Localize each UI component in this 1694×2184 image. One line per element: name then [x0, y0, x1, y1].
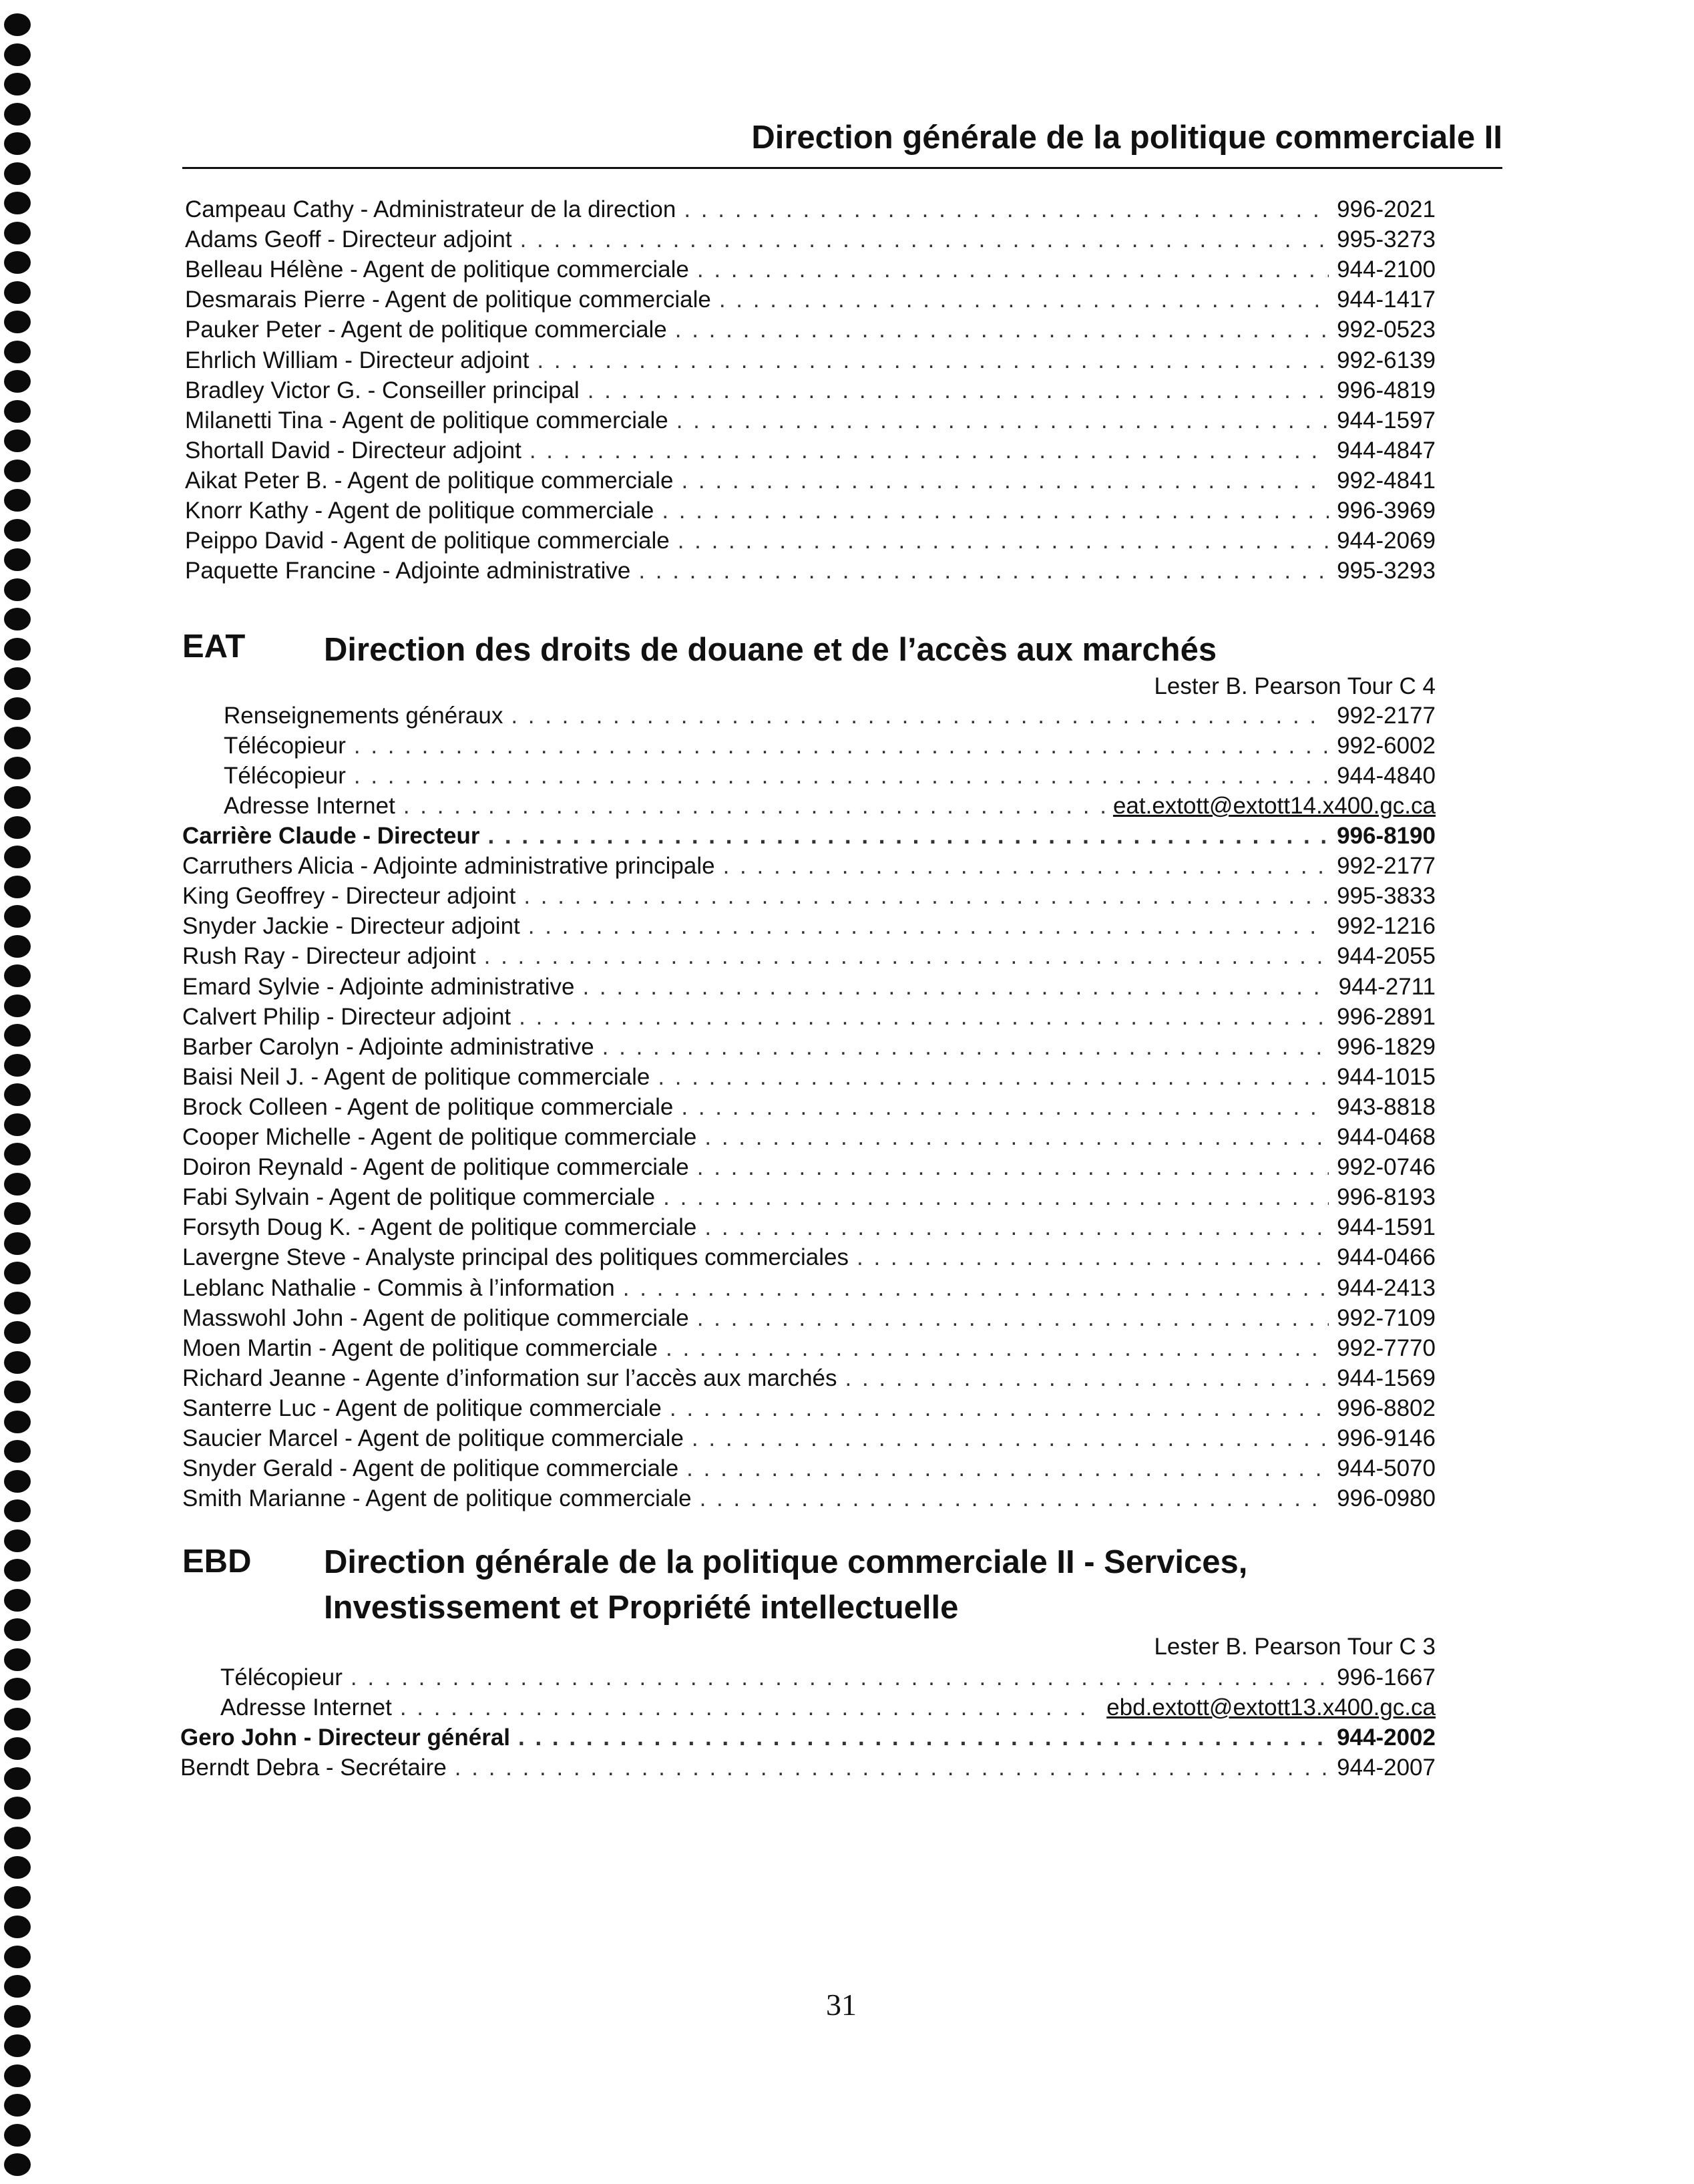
- entry-phone: 944-1591: [1337, 1214, 1436, 1241]
- binding-hole: [4, 1767, 31, 1790]
- dot-leader: [403, 791, 1105, 821]
- entry-name: Fabi Sylvain - Agent de politique commerciale: [182, 1184, 656, 1211]
- entry-name: Shortall David - Directeur adjoint: [185, 437, 521, 464]
- dot-leader: [681, 1093, 1329, 1122]
- binding-hole: [4, 1411, 31, 1433]
- binding-hole: [4, 370, 31, 393]
- eat-section-code: EAT: [182, 628, 246, 665]
- entry-phone: 944-2413: [1337, 1274, 1436, 1301]
- binding-hole: [4, 13, 31, 36]
- staff-row: [185, 526, 1436, 556]
- binding-hole: [4, 2005, 31, 2028]
- staff-row: [182, 1484, 1436, 1513]
- dot-leader: [723, 852, 1329, 881]
- dot-leader: [697, 255, 1329, 285]
- staff-row: [180, 1753, 1436, 1783]
- ebd-section-code: EBD: [182, 1543, 252, 1580]
- binding-hole: [4, 103, 31, 126]
- eat-location: Lester B. Pearson Tour C 4: [1154, 673, 1436, 699]
- entry-phone: 996-8190: [1337, 823, 1436, 849]
- staff-row: [185, 406, 1436, 435]
- binding-hole: [4, 786, 31, 809]
- entry-name: Belleau Hélène - Agent de politique commerciale: [185, 256, 689, 283]
- entry-name: Berndt Debra - Secrétaire: [180, 1755, 447, 1781]
- dot-leader: [602, 1033, 1329, 1062]
- dot-leader: [400, 1693, 1098, 1722]
- binding-hole: [4, 2064, 31, 2087]
- binding-hole: [4, 2124, 31, 2147]
- binding-hole: [4, 1886, 31, 1909]
- eat-section-title: Direction des droits de douane et de l’accès aux marchés: [324, 632, 1217, 668]
- entry-name: Santerre Luc - Agent de politique commerciale: [182, 1395, 662, 1421]
- staff-row: [182, 1364, 1436, 1393]
- entry-phone: 995-3293: [1337, 558, 1436, 584]
- binding-hole: [4, 667, 31, 690]
- staff-row: [182, 1033, 1436, 1062]
- binding-hole: [4, 1708, 31, 1731]
- staff-row: [185, 466, 1436, 496]
- entry-name: Adams Geoff - Directeur adjoint: [185, 226, 512, 253]
- staff-row: [185, 376, 1436, 405]
- entry-phone: 944-4847: [1337, 437, 1436, 464]
- binding-hole: [4, 1648, 31, 1671]
- staff-row: [182, 1063, 1436, 1092]
- entry-phone: 996-2021: [1337, 196, 1436, 222]
- entry-name: Campeau Cathy - Administrateur de la direction: [185, 196, 676, 222]
- binding-hole: [4, 1232, 31, 1255]
- entry-name: Cooper Michelle - Agent de politique commerciale: [182, 1124, 697, 1150]
- dot-leader: [658, 1063, 1329, 1092]
- entry-name: Forsyth Doug K. - Agent de politique commerciale: [182, 1214, 697, 1241]
- dot-leader: [719, 285, 1329, 315]
- entry-name: Télécopieur: [220, 1664, 343, 1690]
- entry-name: Ehrlich William - Directeur adjoint: [185, 347, 530, 373]
- binding-hole: [4, 1202, 31, 1225]
- binding-hole: [4, 697, 31, 720]
- binding-hole: [4, 429, 31, 452]
- binding-hole: [4, 1173, 31, 1196]
- dot-leader: [351, 1663, 1329, 1692]
- dot-leader: [704, 1123, 1329, 1152]
- binding-hole: [4, 638, 31, 661]
- entry-phone: 944-2100: [1337, 256, 1436, 283]
- dot-leader: [523, 882, 1329, 911]
- binding-hole: [4, 1678, 31, 1700]
- staff-row: [185, 496, 1436, 526]
- binding-hole: [4, 1559, 31, 1582]
- dot-leader: [528, 912, 1329, 941]
- staff-row: [182, 1424, 1436, 1453]
- binding-hole: [4, 1618, 31, 1641]
- binding-hole: [4, 1975, 31, 1998]
- entry-name: Carrière Claude - Directeur: [182, 823, 480, 849]
- binding-hole: [4, 548, 31, 571]
- binding-hole: [4, 1589, 31, 1612]
- entry-name: Leblanc Nathalie - Commis à l’information: [182, 1274, 615, 1301]
- dot-leader: [530, 436, 1329, 466]
- entry-name: Renseignements généraux: [224, 703, 503, 729]
- binding-hole: [4, 1827, 31, 1849]
- staff-row: [182, 1153, 1436, 1182]
- dot-leader: [662, 496, 1329, 526]
- entry-phone: 944-2711: [1338, 973, 1436, 1000]
- binding-hole: [4, 846, 31, 868]
- entry-phone: 944-1417: [1337, 287, 1436, 313]
- staff-row: [182, 912, 1436, 941]
- entry-name: Richard Jeanne - Agente d’information sur l’accès aux marchés: [182, 1364, 837, 1391]
- staff-row: [182, 1334, 1436, 1363]
- entry-phone: 992-6002: [1337, 733, 1436, 759]
- entry-phone: 995-3833: [1337, 883, 1436, 910]
- entry-name: Saucier Marcel - Agent de politique commerciale: [182, 1425, 684, 1451]
- entry-name: Smith Marianne - Agent de politique commerciale: [182, 1485, 692, 1512]
- entry-phone: 996-1829: [1337, 1033, 1436, 1060]
- binding-hole: [4, 1143, 31, 1165]
- staff-row: [182, 1243, 1436, 1272]
- binding-hole: [4, 1113, 31, 1136]
- dot-leader: [623, 1274, 1329, 1303]
- dot-leader: [487, 822, 1329, 851]
- entry-name: Doiron Reynald - Agent de politique commerciale: [182, 1154, 689, 1181]
- staff-row: [182, 1304, 1436, 1333]
- entry-name: Snyder Gerald - Agent de politique commerciale: [182, 1455, 679, 1482]
- entry-phone: 996-1667: [1337, 1664, 1436, 1690]
- binding-holes: [4, 0, 35, 2184]
- dot-leader: [686, 1454, 1329, 1483]
- entry-phone: 944-2002: [1337, 1724, 1436, 1751]
- entry-name: Adresse Internet: [220, 1694, 392, 1721]
- entry-phone: 944-1015: [1337, 1063, 1436, 1090]
- staff-row: [180, 1723, 1436, 1753]
- binding-hole: [4, 1470, 31, 1493]
- staff-row: [182, 822, 1436, 851]
- binding-hole: [4, 935, 31, 958]
- entry-phone: 992-4841: [1337, 467, 1436, 494]
- entry-phone: 992-0746: [1337, 1154, 1436, 1181]
- dot-leader: [638, 556, 1329, 586]
- staff-row: [185, 255, 1436, 285]
- binding-hole: [4, 964, 31, 987]
- dot-leader: [582, 972, 1330, 1002]
- staff-row: [182, 942, 1436, 971]
- binding-hole: [4, 1083, 31, 1106]
- entry-name: Masswohl John - Agent de politique commerciale: [182, 1304, 689, 1331]
- staff-row: [182, 1183, 1436, 1212]
- binding-hole: [4, 608, 31, 630]
- email-link[interactable]: ebd.extott@extott13.x400.gc.ca: [1106, 1694, 1436, 1721]
- binding-hole: [4, 2153, 31, 2176]
- dot-leader: [678, 526, 1329, 556]
- entry-phone: 944-1569: [1337, 1364, 1436, 1391]
- dot-leader: [537, 346, 1329, 375]
- binding-hole: [4, 251, 31, 274]
- staff-row: [182, 1454, 1436, 1483]
- contact-row: [224, 761, 1436, 791]
- binding-hole: [4, 1440, 31, 1463]
- entry-name: Aikat Peter B. - Agent de politique commerciale: [185, 467, 674, 494]
- entry-phone: 996-2891: [1337, 1003, 1436, 1030]
- entry-phone: 944-2055: [1337, 943, 1436, 970]
- entry-phone: 996-8193: [1337, 1184, 1436, 1211]
- binding-hole: [4, 132, 31, 155]
- binding-hole: [4, 2034, 31, 2057]
- header-rule: [182, 167, 1502, 169]
- entry-phone: 996-4819: [1337, 377, 1436, 403]
- entry-phone: 944-0466: [1337, 1244, 1436, 1271]
- entry-name: Gero John - Directeur général: [180, 1724, 511, 1751]
- binding-hole: [4, 727, 31, 749]
- dot-leader: [484, 942, 1329, 971]
- staff-row: [182, 1123, 1436, 1152]
- entry-name: Télécopieur: [224, 733, 346, 759]
- entry-phone: 992-2177: [1337, 703, 1436, 729]
- entry-phone: 992-6139: [1337, 347, 1436, 373]
- dot-leader: [511, 701, 1329, 731]
- ebd-section-title-line1: Direction générale de la politique commerciale II - Services,: [324, 1544, 1248, 1580]
- staff-row: [185, 285, 1436, 315]
- entry-name: Lavergne Steve - Analyste principal des politiques commerciales: [182, 1244, 849, 1271]
- staff-row: [185, 195, 1436, 224]
- page-number: 31: [826, 1988, 857, 2022]
- binding-hole: [4, 578, 31, 601]
- binding-hole: [4, 1737, 31, 1760]
- binding-hole: [4, 73, 31, 96]
- binding-hole: [4, 2094, 31, 2117]
- binding-hole: [4, 519, 31, 542]
- email-link[interactable]: eat.extott@extott14.x400.gc.ca: [1112, 793, 1436, 820]
- entry-phone: 943-8818: [1337, 1093, 1436, 1120]
- entry-phone: 992-2177: [1337, 853, 1436, 880]
- staff-row: [182, 852, 1436, 881]
- binding-hole: [4, 1292, 31, 1314]
- binding-hole: [4, 192, 31, 214]
- binding-hole: [4, 1499, 31, 1522]
- binding-hole: [4, 1916, 31, 1938]
- entry-phone: 944-2069: [1337, 528, 1436, 554]
- entry-phone: 996-0980: [1337, 1485, 1436, 1512]
- dot-leader: [520, 225, 1329, 254]
- dot-leader: [692, 1424, 1329, 1453]
- entry-name: Snyder Jackie - Directeur adjoint: [182, 913, 520, 940]
- entry-phone: 992-0523: [1337, 317, 1436, 343]
- page-header-title: Direction générale de la politique commerciale II: [751, 120, 1502, 156]
- staff-row: [185, 436, 1436, 466]
- contact-row: [224, 701, 1436, 731]
- binding-hole: [4, 876, 31, 898]
- entry-name: Bradley Victor G. - Conseiller principal: [185, 377, 580, 403]
- entry-phone: 992-1216: [1337, 913, 1436, 940]
- binding-hole: [4, 1024, 31, 1047]
- staff-row: [182, 1213, 1436, 1242]
- binding-hole: [4, 1856, 31, 1879]
- dot-leader: [684, 195, 1329, 224]
- staff-row: [182, 1003, 1436, 1032]
- binding-hole: [4, 905, 31, 928]
- staff-row: [182, 1274, 1436, 1303]
- binding-hole: [4, 757, 31, 779]
- binding-hole: [4, 1262, 31, 1284]
- binding-hole: [4, 1529, 31, 1552]
- entry-name: Pauker Peter - Agent de politique commerciale: [185, 317, 667, 343]
- dot-leader: [857, 1243, 1329, 1272]
- dot-leader: [663, 1183, 1329, 1212]
- entry-phone: 944-2007: [1337, 1755, 1436, 1781]
- dot-leader: [675, 315, 1329, 345]
- entry-phone: 992-7770: [1337, 1334, 1436, 1361]
- dot-leader: [681, 466, 1329, 496]
- staff-row: [185, 556, 1436, 586]
- dot-leader: [666, 1334, 1329, 1363]
- entry-phone: 996-9146: [1337, 1425, 1436, 1451]
- binding-hole: [4, 1351, 31, 1374]
- dot-leader: [588, 376, 1329, 405]
- entry-phone: 944-4840: [1337, 763, 1436, 789]
- entry-phone: 992-7109: [1337, 1304, 1436, 1331]
- staff-row: [185, 346, 1436, 375]
- entry-name: Paquette Francine - Adjointe administrative: [185, 558, 631, 584]
- dot-leader: [354, 731, 1329, 761]
- dot-leader: [518, 1723, 1329, 1753]
- entry-name: Baisi Neil J. - Agent de politique commerciale: [182, 1063, 650, 1090]
- binding-hole: [4, 1321, 31, 1344]
- staff-row: [185, 225, 1436, 254]
- entry-name: Moen Martin - Agent de politique commerciale: [182, 1334, 658, 1361]
- binding-hole: [4, 816, 31, 839]
- staff-row: [182, 972, 1436, 1002]
- contact-row: [220, 1663, 1436, 1692]
- staff-row: [182, 882, 1436, 911]
- dot-leader: [519, 1003, 1329, 1032]
- entry-name: Rush Ray - Directeur adjoint: [182, 943, 476, 970]
- entry-name: Brock Colleen - Agent de politique commerciale: [182, 1093, 674, 1120]
- entry-phone: 944-1597: [1337, 407, 1436, 433]
- staff-row: [182, 1394, 1436, 1423]
- binding-hole: [4, 222, 31, 244]
- binding-hole: [4, 1381, 31, 1403]
- entry-name: Peippo David - Agent de politique commerciale: [185, 528, 670, 554]
- binding-hole: [4, 281, 31, 304]
- dot-leader: [697, 1153, 1329, 1182]
- entry-name: Desmarais Pierre - Agent de politique commerciale: [185, 287, 711, 313]
- entry-phone: 996-8802: [1337, 1395, 1436, 1421]
- entry-name: Télécopieur: [224, 763, 346, 789]
- binding-hole: [4, 43, 31, 66]
- dot-leader: [676, 406, 1329, 435]
- contact-row: [224, 791, 1436, 821]
- ebd-location: Lester B. Pearson Tour C 3: [1154, 1634, 1436, 1660]
- ebd-section-title-line2: Investissement et Propriété intellectuelle: [324, 1590, 959, 1626]
- dot-leader: [704, 1213, 1329, 1242]
- entry-name: Adresse Internet: [224, 793, 395, 820]
- binding-hole: [4, 341, 31, 363]
- entry-name: Barber Carolyn - Adjointe administrative: [182, 1033, 594, 1060]
- dot-leader: [700, 1484, 1329, 1513]
- binding-hole: [4, 1946, 31, 1968]
- contact-row: [220, 1693, 1436, 1722]
- staff-row: [182, 1093, 1436, 1122]
- contact-row: [224, 731, 1436, 761]
- dot-leader: [670, 1394, 1329, 1423]
- dot-leader: [697, 1304, 1329, 1333]
- binding-hole: [4, 994, 31, 1017]
- entry-name: Emard Sylvie - Adjointe administrative: [182, 973, 575, 1000]
- entry-name: Knorr Kathy - Agent de politique commerciale: [185, 498, 654, 524]
- binding-hole: [4, 311, 31, 333]
- dot-leader: [354, 761, 1329, 791]
- binding-hole: [4, 400, 31, 423]
- staff-row: [185, 315, 1436, 345]
- entry-phone: 944-0468: [1337, 1124, 1436, 1150]
- entry-name: King Geoffrey - Directeur adjoint: [182, 883, 516, 910]
- entry-phone: 995-3273: [1337, 226, 1436, 253]
- binding-hole: [4, 1797, 31, 1819]
- entry-phone: 944-5070: [1337, 1455, 1436, 1482]
- entry-name: Carruthers Alicia - Adjointe administrative principale: [182, 853, 715, 880]
- entry-name: Milanetti Tina - Agent de politique commerciale: [185, 407, 668, 433]
- dot-leader: [455, 1753, 1329, 1783]
- entry-phone: 996-3969: [1337, 498, 1436, 524]
- binding-hole: [4, 1054, 31, 1077]
- binding-hole: [4, 162, 31, 185]
- dot-leader: [845, 1364, 1329, 1393]
- binding-hole: [4, 460, 31, 482]
- binding-hole: [4, 489, 31, 512]
- entry-name: Calvert Philip - Directeur adjoint: [182, 1003, 511, 1030]
